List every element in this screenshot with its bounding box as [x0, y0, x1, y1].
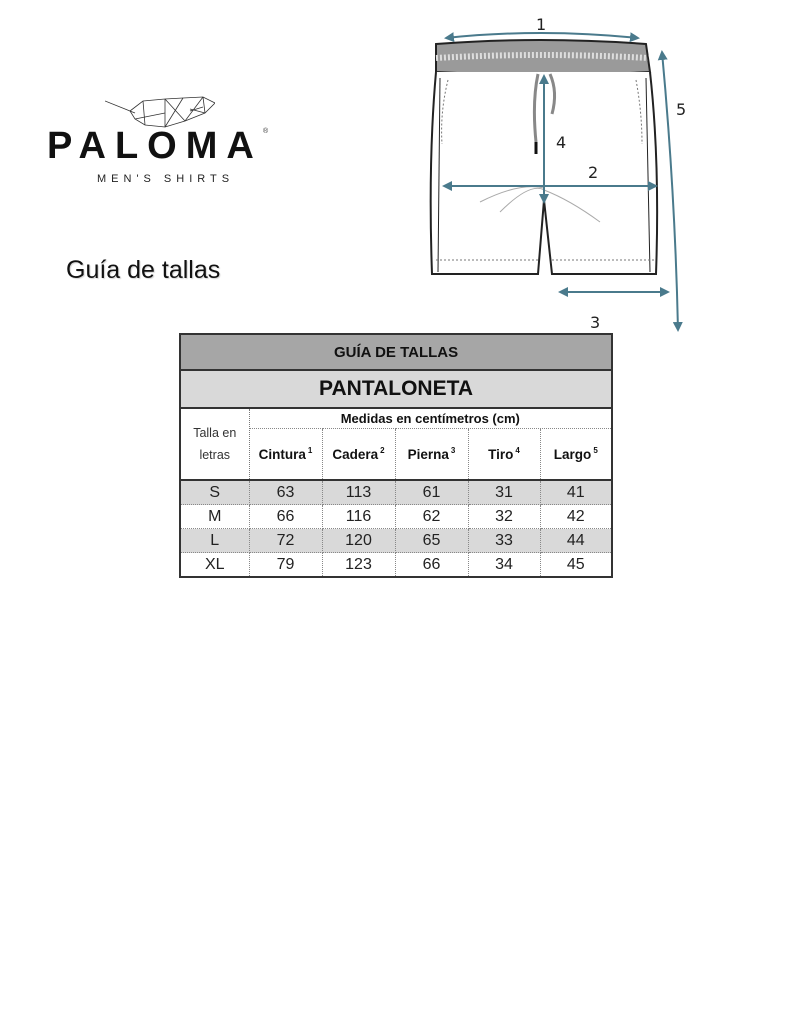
table-title: GUÍA DE TALLAS: [180, 334, 612, 370]
column-header-tiro: Tiro $^4$: [468, 429, 540, 481]
value-cell: 32: [468, 505, 540, 529]
value-cell: 62: [395, 505, 468, 529]
table-row: [180, 480, 612, 505]
diagram-label-4: 4: [556, 133, 567, 152]
value-cell: 33: [468, 529, 540, 553]
brand-name: PALOMA: [47, 125, 263, 167]
value-cell: 65: [395, 529, 468, 553]
shorts-measurement-diagram-icon: [420, 12, 710, 342]
diagram-label-3: 3: [590, 313, 601, 332]
value-cell: 45: [540, 553, 612, 578]
size-cell: M: [180, 505, 249, 529]
column-header-cintura: Cintura $^1$: [249, 429, 322, 481]
value-cell: 63: [249, 480, 322, 505]
registered-mark: ®: [263, 128, 269, 135]
column-header-cadera: Cadera $^2$: [322, 429, 395, 481]
diagram-label-2: 2: [588, 163, 599, 182]
size-cell: XL: [180, 553, 249, 578]
value-cell: 116: [322, 505, 395, 529]
value-cell: 66: [395, 553, 468, 578]
diagram-label-5: 5: [676, 100, 687, 119]
value-cell: 44: [540, 529, 612, 553]
value-cell: 113: [322, 480, 395, 505]
brand-tagline: MEN'S SHIRTS: [97, 173, 235, 185]
value-cell: 34: [468, 553, 540, 578]
diagram-label-1: 1: [536, 15, 547, 34]
column-header-largo: Largo $^5$: [540, 429, 612, 481]
measures-header: Medidas en centímetros (cm): [249, 408, 612, 429]
value-cell: 120: [322, 529, 395, 553]
brand-logo: [45, 95, 275, 195]
value-cell: 79: [249, 553, 322, 578]
size-column-header: [180, 408, 249, 480]
page-title: Guía de tallas: [66, 256, 221, 284]
size-cell: S: [180, 480, 249, 505]
value-cell: 31: [468, 480, 540, 505]
value-cell: 61: [395, 480, 468, 505]
size-header-text: Talla en letras: [193, 426, 237, 462]
value-cell: 72: [249, 529, 322, 553]
value-cell: 66: [249, 505, 322, 529]
size-cell: L: [180, 529, 249, 553]
table-row: [180, 529, 612, 553]
value-cell: 42: [540, 505, 612, 529]
value-cell: 41: [540, 480, 612, 505]
column-header-pierna: Pierna $^3$: [395, 429, 468, 481]
value-cell: 123: [322, 553, 395, 578]
size-guide-table: [179, 333, 613, 578]
product-name: PANTALONETA: [180, 370, 612, 408]
table-row: [180, 505, 612, 529]
table-row: [180, 553, 612, 578]
